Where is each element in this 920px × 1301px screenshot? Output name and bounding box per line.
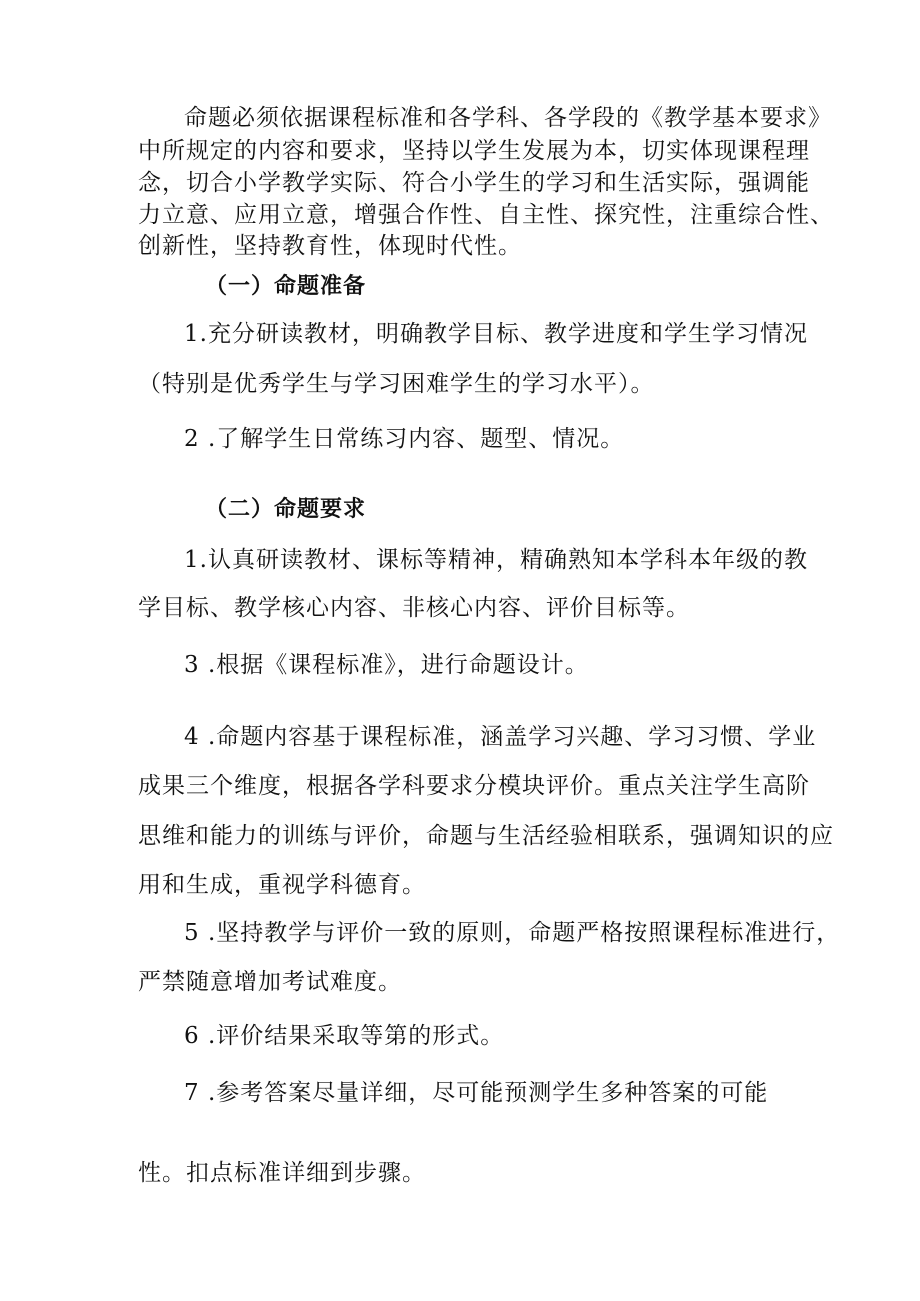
item-line: 2 .了解学生日常练习内容、题型、情况。 bbox=[184, 426, 625, 452]
intro-line-4: 力立意、应用立意，增强合作性、自主性、探究性，注重综合性、 bbox=[138, 202, 834, 228]
intro-line-3: 念，切合小学教学实际、符合小学生的学习和生活实际，强调能 bbox=[138, 170, 810, 196]
item-line: （特别是优秀学生与学习困难学生的学习水平）。 bbox=[138, 371, 655, 397]
item-line: 6 .评价结果采取等第的形式。 bbox=[184, 1023, 505, 1049]
item-line: 4 .命题内容基于课程标准，涵盖学习兴趣、学习习惯、学业 bbox=[184, 724, 817, 750]
item-line: 7 .参考答案尽量详细，尽可能预测学生多种答案的可能 bbox=[184, 1080, 769, 1106]
item-line: 严禁随意增加考试难度。 bbox=[138, 969, 402, 995]
item-line: 性。扣点标准详细到步骤。 bbox=[138, 1160, 426, 1186]
item-line: 用和生成，重视学科德育。 bbox=[138, 872, 426, 898]
item-line: 学目标、教学核心内容、非核心内容、评价目标等。 bbox=[138, 595, 690, 621]
intro-line-5: 创新性，坚持教育性，体现时代性。 bbox=[138, 233, 522, 259]
intro-line-1: 命题必须依据课程标准和各学科、各学段的《教学基本要求》 bbox=[184, 105, 832, 131]
section-heading-requirements: （二）命题要求 bbox=[205, 497, 367, 522]
section-heading-preparation: （一）命题准备 bbox=[205, 274, 367, 299]
item-line: 1.充分研读教材，明确教学目标、教学进度和学生学习情况 bbox=[184, 321, 808, 347]
item-line: 成果三个维度，根据各学科要求分模块评价。重点关注学生高阶 bbox=[138, 773, 810, 799]
item-line: 1.认真研读教材、课标等精神，精确熟知本学科本年级的教 bbox=[184, 547, 808, 573]
intro-line-2: 中所规定的内容和要求，坚持以学生发展为本，切实体现课程理 bbox=[138, 138, 810, 164]
item-line: 5 .坚持教学与评价一致的原则，命题严格按照课程标准进行， bbox=[184, 920, 841, 946]
item-line: 思维和能力的训练与评价，命题与生活经验相联系，强调知识的应 bbox=[138, 823, 834, 849]
item-line: 3 .根据《课程标准》，进行命题设计。 bbox=[184, 652, 589, 678]
